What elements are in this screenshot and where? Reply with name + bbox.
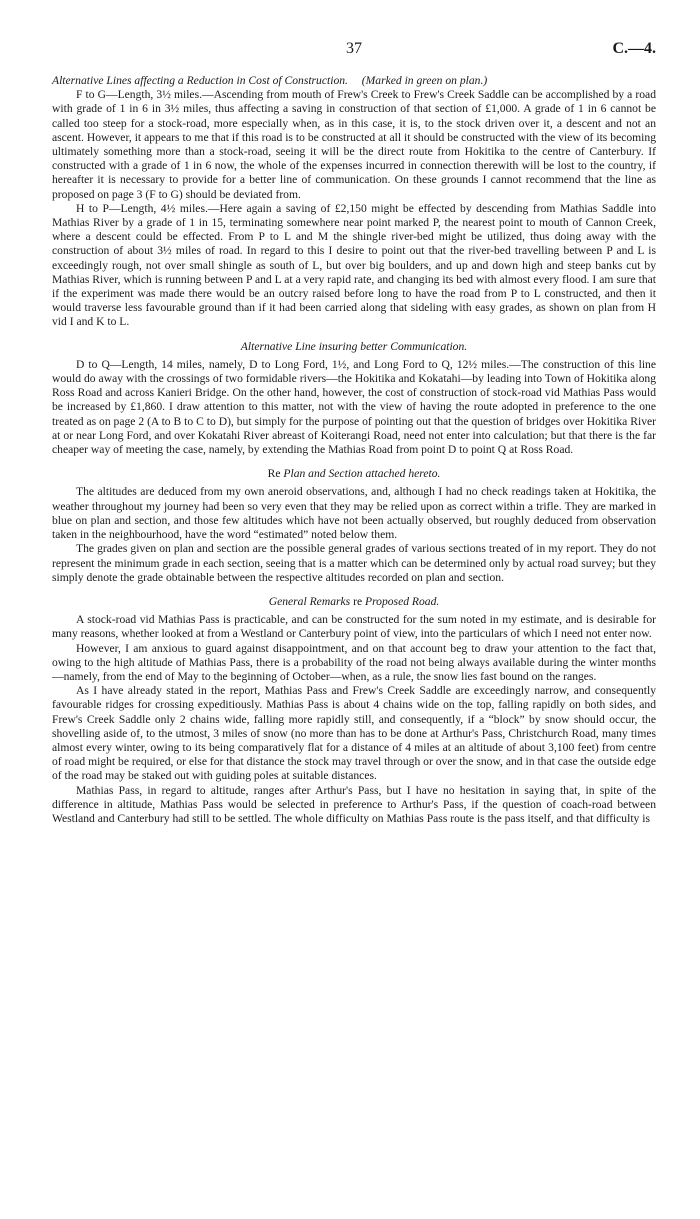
section-heading-general-remarks	[52, 595, 656, 609]
paragraph-h-to-p: H to P—Length, 4½ miles.—Here again a saving of £2,150 might be effected by descending from Mathias Saddle into Mathias River by a grade of 1 in 15, terminating somewhere near point marked P, the nearest point to mouth of Cannon Creek, where a descent could be effected. From P to L and M the shingle river-bed might be utilized, thus doing away with the construction of about 3½ miles of road. In regard to this I desire to point out that the river-bed travelling between P and L is exceedingly rough, not over small shingle as south of L, but over big boulders, and up and down high and steep banks cut by Mathias River, which is running between P and L at a very rapid rate, and changing its bed with almost every flood. I am sure that if the experiment was made there would be an outcry raised before long to have the road from P to L constructed, and then it would traverse less favourable ground than if it had been carried along that sideling with easy grades, as shown on plan from H vid I and K to L.	[52, 201, 656, 329]
section-heading-alternative-lines	[52, 74, 656, 88]
heading-re: Re	[267, 467, 281, 481]
page-header	[52, 38, 656, 60]
paragraph-general-1: A stock-road vid Mathias Pass is practicable, and can be constructed for the sum noted in my estimate, and is desirable for many reasons, whether looked at from a Westland or Canterbury point of view, into the particulars of which I need not enter now.	[52, 613, 656, 641]
section-heading-plan-and-section	[52, 467, 656, 481]
document-reference: C.—4.	[612, 40, 656, 57]
heading-text: Alternative Lines affecting a Reduction in Cost of Construction.	[52, 74, 348, 87]
heading-re: re	[353, 594, 363, 608]
paragraph-d-to-q: D to Q—Length, 14 miles, namely, D to Long Ford, 1½, and Long Ford to Q, 12½ miles.—The construction of this line would do away with the crossings of two formidable rivers—the Hokitika and Kokatahi—by leading into Town of Hokitika along Ross Road and across Kanieri Bridge. On the other hand, however, the cost of construction of stock-road vid Mathias Pass would be increased by £1,860. I draw attention to this matter, not with the view of having the route adopted in preference to the one treated as on page 2 (A to B to C to D), but simply for the purpose of pointing out that the question of bridges over Hokitika River at or near Long Ford, and over Kokatahi River abreast of Koiterangi Road, need not enter into calculation; but that there is the far cheaper way of meeting the case, namely, by extending the Mathias Road from point D to point Q at Ross Road.	[52, 357, 656, 457]
heading-text: Plan and Section attached hereto.	[283, 467, 441, 481]
heading-note: (Marked in green on plan.)	[361, 74, 488, 87]
heading-text-b: Proposed Road.	[365, 594, 440, 608]
paragraph-grades: The grades given on plan and section are the possible general grades of various sections treated of in my report. They do not represent the minimum grade in each section, seeing that is a matter which can be determined only by actual road survey; but they simply denote the grade obtainable between the respective altitudes recorded on plan and section.	[52, 542, 656, 584]
paragraph-general-4: Mathias Pass, in regard to altitude, ranges after Arthur's Pass, but I have no hesitation in saying that, in spite of the difference in altitude, Mathias Pass would be selected in preference to Arthur's Pass, if the question of coach-road between Westland and Canterbury had still to be settled. The whole difficulty on Mathias Pass route is the pass itself, and that difficulty is	[52, 783, 656, 825]
paragraph-general-2: However, I am anxious to guard against disappointment, and on that account beg to draw your attention to the fact that, owing to the high altitude of Mathias Pass, there is a probability of the road not being always available during the winter months—namely, from the end of May to the beginning of October—when, as a rule, the snow lies fast bound on the ranges.	[52, 641, 656, 683]
page-number: 37	[346, 40, 362, 57]
paragraph-general-3: As I have already stated in the report, Mathias Pass and Frew's Creek Saddle are exceedingly narrow, and consequently favourable ridges for crossing expeditiously. Mathias Pass is about 4 chains wide on the top, falling rapidly on both sides, and Frew's Creek Saddle only 2 chains wide, falling more rapidly still, and consequently, if a “block” by snow should occur, the shovelling aside of, to the utmost, 3 miles of snow (no more than has to be done at Arthur's Pass, Christchurch Road, many times almost every winter, owing to its being comparatively flat for a distance of 4 miles at an altitude of about 3,100 feet) from centre of road might be required, or else for that distance the stock may travel through or over the snow, and in that case the outside edge of the road may be staked out with guiding poles at suitable distances.	[52, 684, 656, 783]
section-heading-better-communication: Alternative Line insuring better Communication.	[240, 339, 468, 353]
paragraph-altitudes: The altitudes are deduced from my own aneroid observations, and, although I had no check readings taken at Hokitika, the weather throughout my journey had been so very even that they may be relied upon as correct within a trifle. They are marked in blue on plan and section, and those few altitudes which have not been actually observed, but roughly deduced from observation taken in the neighbourhood, have the word “estimated” noted below them.	[52, 485, 656, 542]
paragraph-f-to-g: F to G—Length, 3½ miles.—Ascending from mouth of Frew's Creek to Frew's Creek Saddle can be accomplished by a road with grade of 1 in 6 in 3½ miles, thus affecting a saving in construction of that section of £1,000. A grade of 1 in 6 cannot be called too steep for a stock-road, more especially when, as in this case, it is, to the stock driven over it, a descent and not an ascent. However, it appears to me that if this road is to be constructed at all it should be constructed with the view of its becoming ultimately something more than a stock-road, seeing it will be the direct route from Hokitika to the centre of Canterbury. If constructed with a grade of 1 in 6 now, the whole of the expenses incurred in connection therewith will be lost to the country, if hereafter it is necessary to provide for a better line of communication. On these grounds I cannot recommend that the line as proposed on page 3 (F to G) should be deviated from.	[52, 88, 656, 201]
heading-text-a: General Remarks	[268, 594, 351, 608]
